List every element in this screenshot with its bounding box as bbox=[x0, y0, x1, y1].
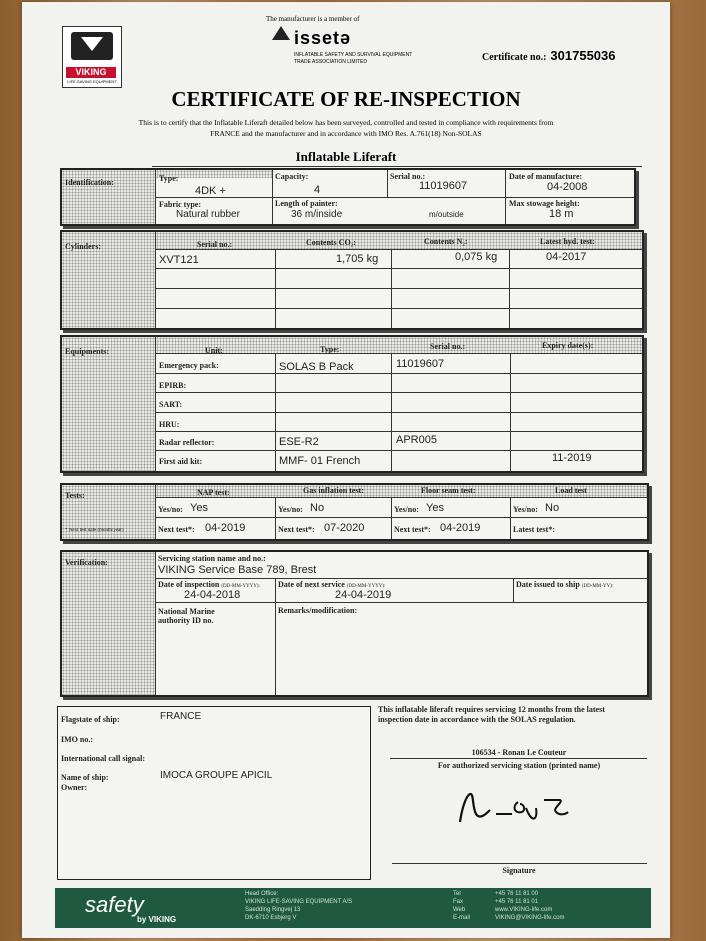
dom-value: 04-2008 bbox=[547, 181, 588, 193]
contact-label-email: E-mail bbox=[453, 915, 471, 921]
verification-label: Verification: bbox=[65, 558, 108, 567]
doi-label-text: Date of inspection bbox=[158, 580, 220, 589]
eq-header-expiry: Expiry date(s): bbox=[542, 341, 594, 350]
isseta-name: issetə bbox=[294, 28, 352, 48]
head-office-line-2: Saedding Ringvej 13 bbox=[245, 907, 301, 913]
test-load-yn-label: Yes/no: bbox=[513, 505, 538, 514]
stowage-label: Max stowage height: bbox=[509, 199, 580, 208]
serial-value: 11019607 bbox=[419, 180, 468, 192]
contact-value-fax: +45 76 11 81 01 bbox=[495, 899, 539, 905]
viking-logo bbox=[62, 26, 122, 88]
cyl-header-co2: Contents CO₂: bbox=[306, 238, 356, 247]
contact-label-tel: Tel bbox=[453, 891, 461, 897]
cyl-row1-hyd: 04-2017 bbox=[546, 251, 587, 263]
verification-box bbox=[60, 550, 649, 697]
cylinders-label: Cylinders: bbox=[65, 242, 101, 251]
tests-box bbox=[60, 483, 649, 541]
test-floor-head: Floor seam test: bbox=[421, 486, 476, 495]
test-load-yn: No bbox=[545, 502, 560, 514]
test-floor-yn: Yes bbox=[426, 502, 444, 514]
doi-format: (DD-MM-YYYY): bbox=[221, 584, 260, 589]
dns-format: (DD-MM-YYYY): bbox=[346, 584, 386, 589]
member-note: The manufacturer is a member of bbox=[266, 15, 360, 23]
isseta-mark-icon bbox=[272, 26, 290, 40]
doi-label bbox=[158, 580, 260, 589]
notice-line-1: This inflatable liferaft requires servicing 12 months from the latest bbox=[378, 705, 605, 714]
dis-label bbox=[516, 580, 613, 589]
dom-label: Date of manufacture: bbox=[509, 172, 583, 181]
viking-logo-sub: LIFE-SAVING EQUIPMENT bbox=[67, 79, 117, 84]
eq-row5-serial: APR005 bbox=[396, 434, 437, 446]
owner-label: Owner: bbox=[61, 783, 88, 792]
certificate-number-value: 301755036 bbox=[550, 48, 616, 63]
test-nap-head: NAP test: bbox=[197, 488, 230, 497]
notice-line-2: inspection date in accordance with the SOLAS regulation. bbox=[378, 715, 576, 724]
painter-label: Length of painter: bbox=[275, 199, 338, 208]
remarks-label: Remarks/modification: bbox=[278, 606, 358, 615]
footer-brand: safety bbox=[85, 892, 144, 917]
test-gas-yn-label: Yes/no: bbox=[278, 505, 303, 514]
fabric-value: Natural rubber bbox=[176, 209, 240, 220]
cylinders-box bbox=[60, 230, 644, 330]
eq-row1-unit: Emergency pack: bbox=[159, 361, 219, 370]
type-value: 4DK + bbox=[195, 185, 226, 197]
certificate-number bbox=[482, 47, 616, 65]
equipments-box bbox=[60, 335, 644, 473]
test-nap-next: 04-2019 bbox=[205, 522, 246, 534]
painter-inside: 36 m/inside bbox=[291, 209, 343, 220]
eq-header-unit: Unit: bbox=[205, 346, 223, 355]
signature-caption: Signature bbox=[502, 866, 536, 875]
eq-header-type: Type: bbox=[320, 345, 340, 354]
test-gas-yn: No bbox=[310, 502, 325, 514]
contact-value-web: www.VIKING-life.com bbox=[495, 907, 553, 913]
stowage-value: 18 m bbox=[549, 208, 574, 220]
station-value: VIKING Service Base 789, Brest bbox=[158, 564, 317, 576]
dns-label-text: Date of next service bbox=[278, 580, 345, 589]
eq-row6-type: MMF- 01 French bbox=[279, 455, 361, 467]
cyl-row1-co2: 1,705 kg bbox=[336, 253, 379, 265]
test-gas-next-label: Next test*: bbox=[278, 525, 315, 534]
subtitle: Inflatable Liferaft bbox=[295, 149, 397, 164]
eq-row3-unit: SART: bbox=[159, 400, 183, 409]
ship-name-value: IMOCA GROUPE APICIL bbox=[160, 770, 273, 781]
test-floor-yn-label: Yes/no: bbox=[394, 505, 419, 514]
subtitle-rule bbox=[152, 166, 642, 167]
signature-rule bbox=[392, 863, 647, 864]
cyl-header-n2: Contents N₂: bbox=[424, 237, 468, 246]
painter-outside: m/outside bbox=[429, 210, 464, 219]
test-nap-next-label: Next test*: bbox=[158, 525, 195, 534]
identification-label: Identification: bbox=[65, 178, 114, 187]
test-floor-next-label: Next test*: bbox=[394, 525, 431, 534]
imo-label: IMO no.: bbox=[61, 735, 93, 744]
test-gas-head: Gas inflation test: bbox=[303, 486, 364, 495]
contact-value-tel: +45 76 11 81 00 bbox=[495, 891, 539, 897]
eq-row1-type: SOLAS B Pack bbox=[279, 361, 354, 373]
fabric-label: Fabric type: bbox=[159, 200, 201, 209]
eq-row4-unit: HRU: bbox=[159, 420, 180, 429]
head-office-line-3: DK-6710 Esbjerg V bbox=[245, 915, 297, 921]
eq-row5-unit: Radar reflector: bbox=[159, 438, 215, 447]
call-signal-label: International call signal: bbox=[61, 754, 146, 763]
eq-row6-expiry: 11-2019 bbox=[552, 452, 592, 464]
station-caption: For authorized servicing station (printed name) bbox=[437, 761, 601, 770]
eq-header-serial: Serial no.: bbox=[430, 342, 466, 351]
cyl-row1-n2: 0,075 kg bbox=[455, 251, 498, 263]
test-load-head: Load test bbox=[555, 486, 587, 495]
test-gas-next: 07-2020 bbox=[324, 522, 365, 534]
capacity-label: Capacity: bbox=[275, 172, 309, 181]
ship-box bbox=[57, 706, 371, 880]
nma-label-1: National Marine bbox=[158, 607, 215, 616]
test-floor-next: 04-2019 bbox=[440, 522, 481, 534]
cyl-row1-serial: XVT121 bbox=[159, 254, 199, 266]
printed-name-rule bbox=[390, 758, 647, 759]
tests-label: Tests: bbox=[65, 491, 85, 500]
type-label: Type: bbox=[159, 174, 179, 183]
eq-row1-serial: 11019607 bbox=[396, 358, 445, 370]
viking-logo-text: VIKING bbox=[66, 67, 116, 78]
tests-note: * Next test date (month/year) bbox=[65, 528, 124, 533]
eq-row6-unit: First aid kit: bbox=[159, 457, 203, 466]
eq-row5-type: ESE-R2 bbox=[279, 436, 319, 448]
contact-label-web: Web bbox=[453, 907, 466, 913]
intro-line-1: This is to certify that the Inflatable Liferaft detailed below has been surveyed, controlled and tested in compliance with requirements from bbox=[138, 118, 554, 127]
certificate-page bbox=[22, 2, 670, 938]
isseta-sub1: INFLATABLE SAFETY AND SURVIVAL EQUIPMENT bbox=[294, 52, 413, 58]
nma-label-2: authority ID no. bbox=[158, 616, 214, 625]
isseta-sub2: TRADE ASSOCIATION LIMITED bbox=[294, 59, 367, 65]
handwritten-signature bbox=[452, 784, 582, 829]
station-label: Servicing station name and no.: bbox=[158, 554, 266, 563]
flagstate-value: FRANCE bbox=[160, 711, 202, 722]
footer-brand-sub: by VIKING bbox=[137, 915, 177, 924]
intro-line-2: FRANCE and the manufacturer and in accordance with IMO Res. A.761(18) Non-SOLAS bbox=[210, 129, 482, 138]
dns-label bbox=[278, 580, 385, 589]
head-office-line-1: VIKING LIFE-SAVING EQUIPMENT A/S bbox=[245, 899, 353, 905]
equipments-label: Equipments: bbox=[65, 347, 110, 356]
station-person: 106534 - Ronan Le Couteur bbox=[471, 748, 567, 757]
dis-label-text: Date issued to ship bbox=[516, 580, 580, 589]
dns-value: 24-04-2019 bbox=[335, 589, 392, 601]
contact-value-email: VIKING@VIKING-life.com bbox=[495, 915, 565, 921]
dis-format: (DD-MM-YY): bbox=[581, 584, 614, 589]
test-nap-yn: Yes bbox=[190, 502, 208, 514]
certificate-number-label: Certificate no.: bbox=[482, 52, 547, 63]
identification-box bbox=[60, 168, 636, 226]
page-title: CERTIFICATE OF RE-INSPECTION bbox=[171, 87, 521, 111]
doi-value: 24-04-2018 bbox=[184, 589, 241, 601]
test-load-next-label: Latest test*: bbox=[513, 525, 555, 534]
capacity-value: 4 bbox=[314, 184, 321, 196]
flagstate-label: Flagstate of ship: bbox=[61, 715, 120, 724]
test-nap-yn-label: Yes/no: bbox=[158, 505, 183, 514]
head-office-label: Head Office: bbox=[245, 891, 279, 897]
eq-row2-unit: EPIRB: bbox=[159, 381, 187, 390]
footer-bar bbox=[55, 888, 651, 928]
cyl-header-hyd: Latest hyd. test: bbox=[540, 237, 595, 246]
contact-label-fax: Fax bbox=[453, 899, 464, 905]
serial-label: Serial no.: bbox=[390, 172, 426, 181]
cyl-header-serial: Serial no.: bbox=[197, 240, 233, 249]
ship-name-label: Name of ship: bbox=[61, 773, 109, 782]
